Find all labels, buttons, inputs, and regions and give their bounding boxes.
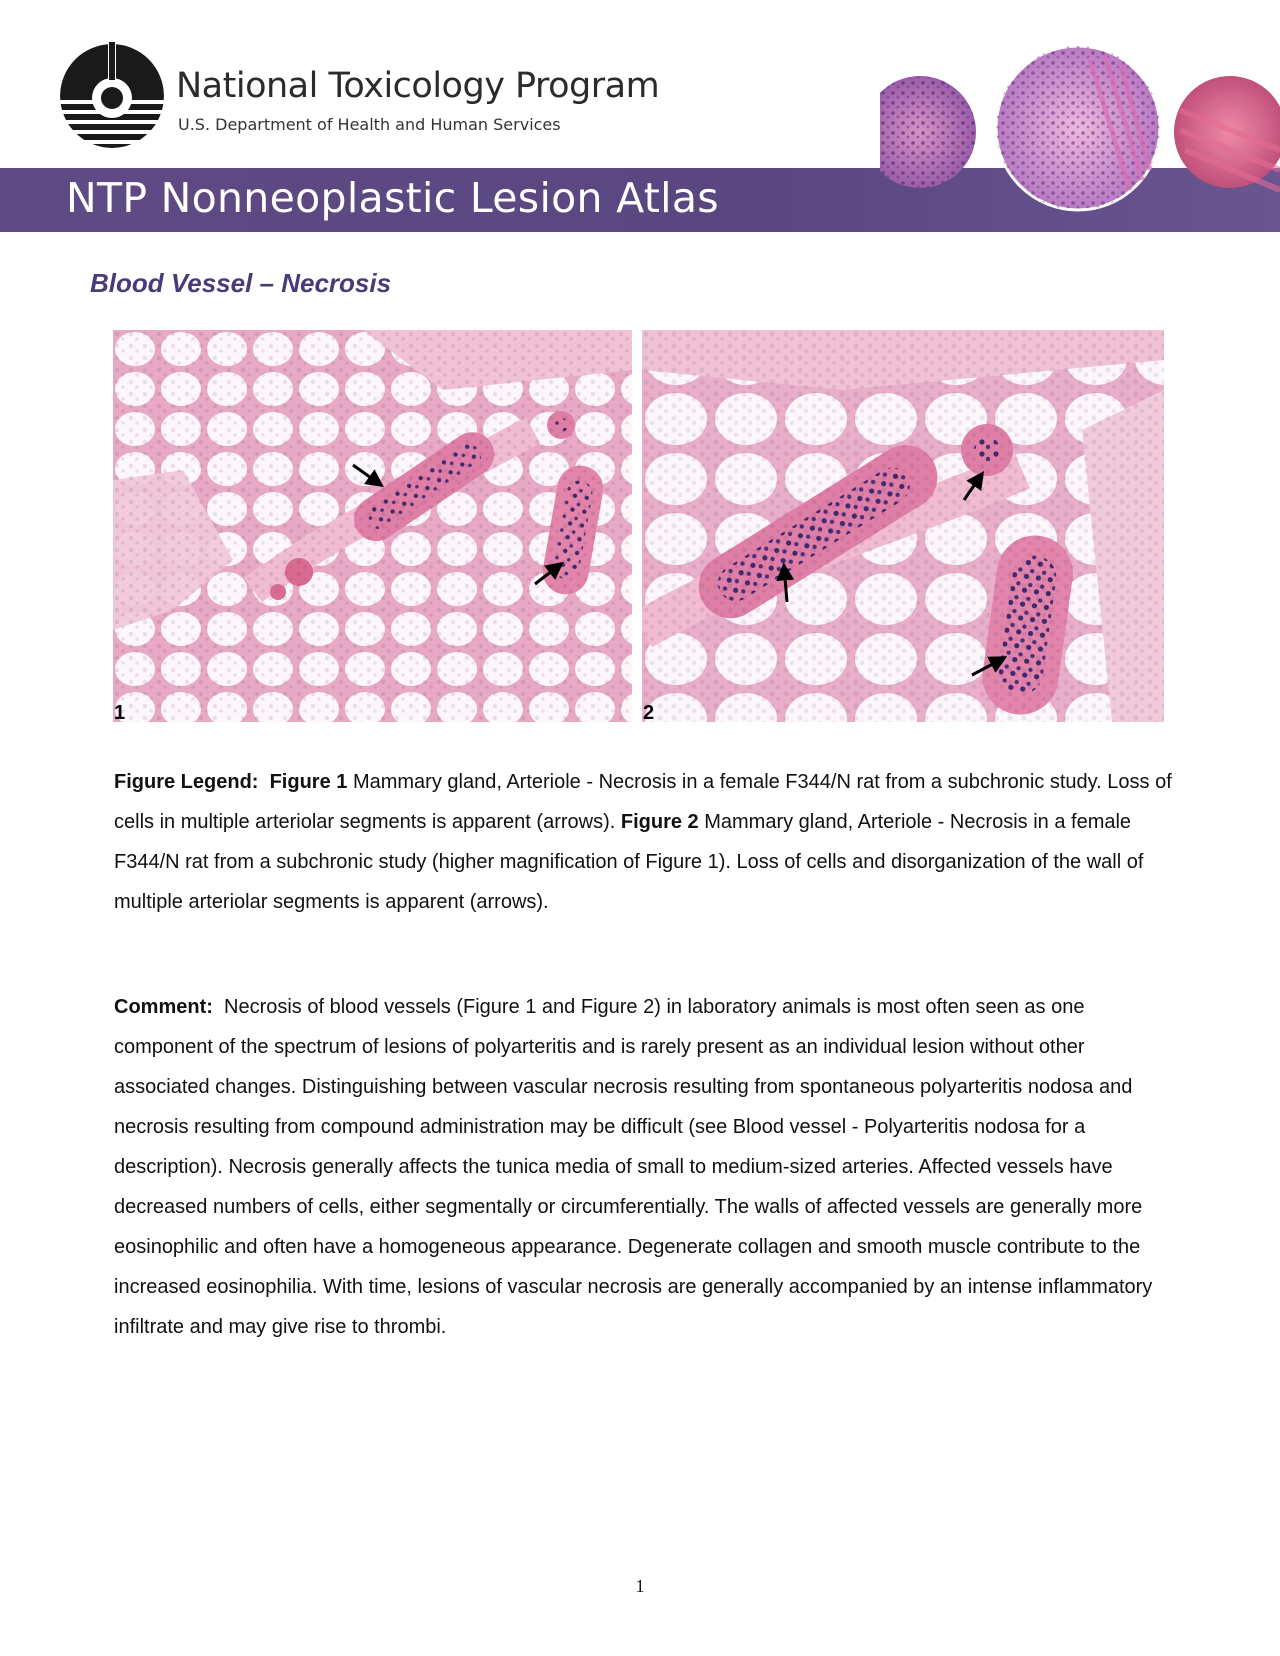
ntp-logo-icon bbox=[58, 42, 166, 150]
org-department: U.S. Department of Health and Human Services bbox=[178, 115, 561, 134]
legend-figure-1-label: Figure 1 bbox=[269, 771, 348, 793]
figure-1-number: 1 bbox=[114, 702, 126, 724]
banner-title: NTP Nonneoplastic Lesion Atlas bbox=[66, 174, 719, 222]
legend-figure-1-text: Mammary gland, Arteriole - Necrosis in a female F344/N rat from a subchronic study. Loss of cells in multiple arteriolar segments is apparent (arrows). bbox=[114, 771, 1172, 833]
micrograph-figure-1 bbox=[113, 330, 632, 722]
legend-figure-2-label: Figure 2 bbox=[620, 811, 699, 833]
legend-figure-2-text: Mammary gland, Arteriole - Necrosis in a female F344/N rat from a subchronic study (higher magnification of Figure 1). Loss of cells and disorganization of the wall of multiple arteriolar segments is apparent (arrows). bbox=[114, 811, 1144, 913]
tissue-circles-image bbox=[880, 40, 1280, 232]
page-number: 1 bbox=[635, 1576, 645, 1596]
comment-text: Necrosis of blood vessels (Figure 1 and Figure 2) in laboratory animals is most often seen as one component of the spectrum of lesions of polyarteritis and is rarely present as an individual lesion without other associated changes. Distinguishing between vascular necrosis resulting from spontaneous polyarteritis nodosa and necrosis resulting from compound administration may be difficult (see Blood vessel - Polyarteritis nodosa for a description). Necrosis generally affects the tunica media of small to medium-sized arteries. Affected vessels have decreased numbers of cells, either segmentally or circumferentially. The walls of affected vessels are generally more eosinophilic and often have a homogeneous appearance. Degenerate collagen and smooth muscle contribute to the increased eosinophilia. With time, lesions of vascular necrosis are generally accompanied by an intense inflammatory infiltrate and may give rise to thrombi. bbox=[114, 996, 1153, 1338]
comment-label: Comment: bbox=[114, 996, 213, 1018]
figure-legend bbox=[114, 762, 1174, 922]
org-name: National Toxicology Program bbox=[176, 66, 660, 106]
section-title: Blood Vessel – Necrosis bbox=[90, 268, 392, 298]
figure-2-number: 2 bbox=[643, 702, 655, 724]
legend-label: Figure Legend: bbox=[114, 771, 259, 793]
comment-paragraph bbox=[114, 987, 1174, 1347]
micrograph-figure-2 bbox=[642, 330, 1164, 722]
